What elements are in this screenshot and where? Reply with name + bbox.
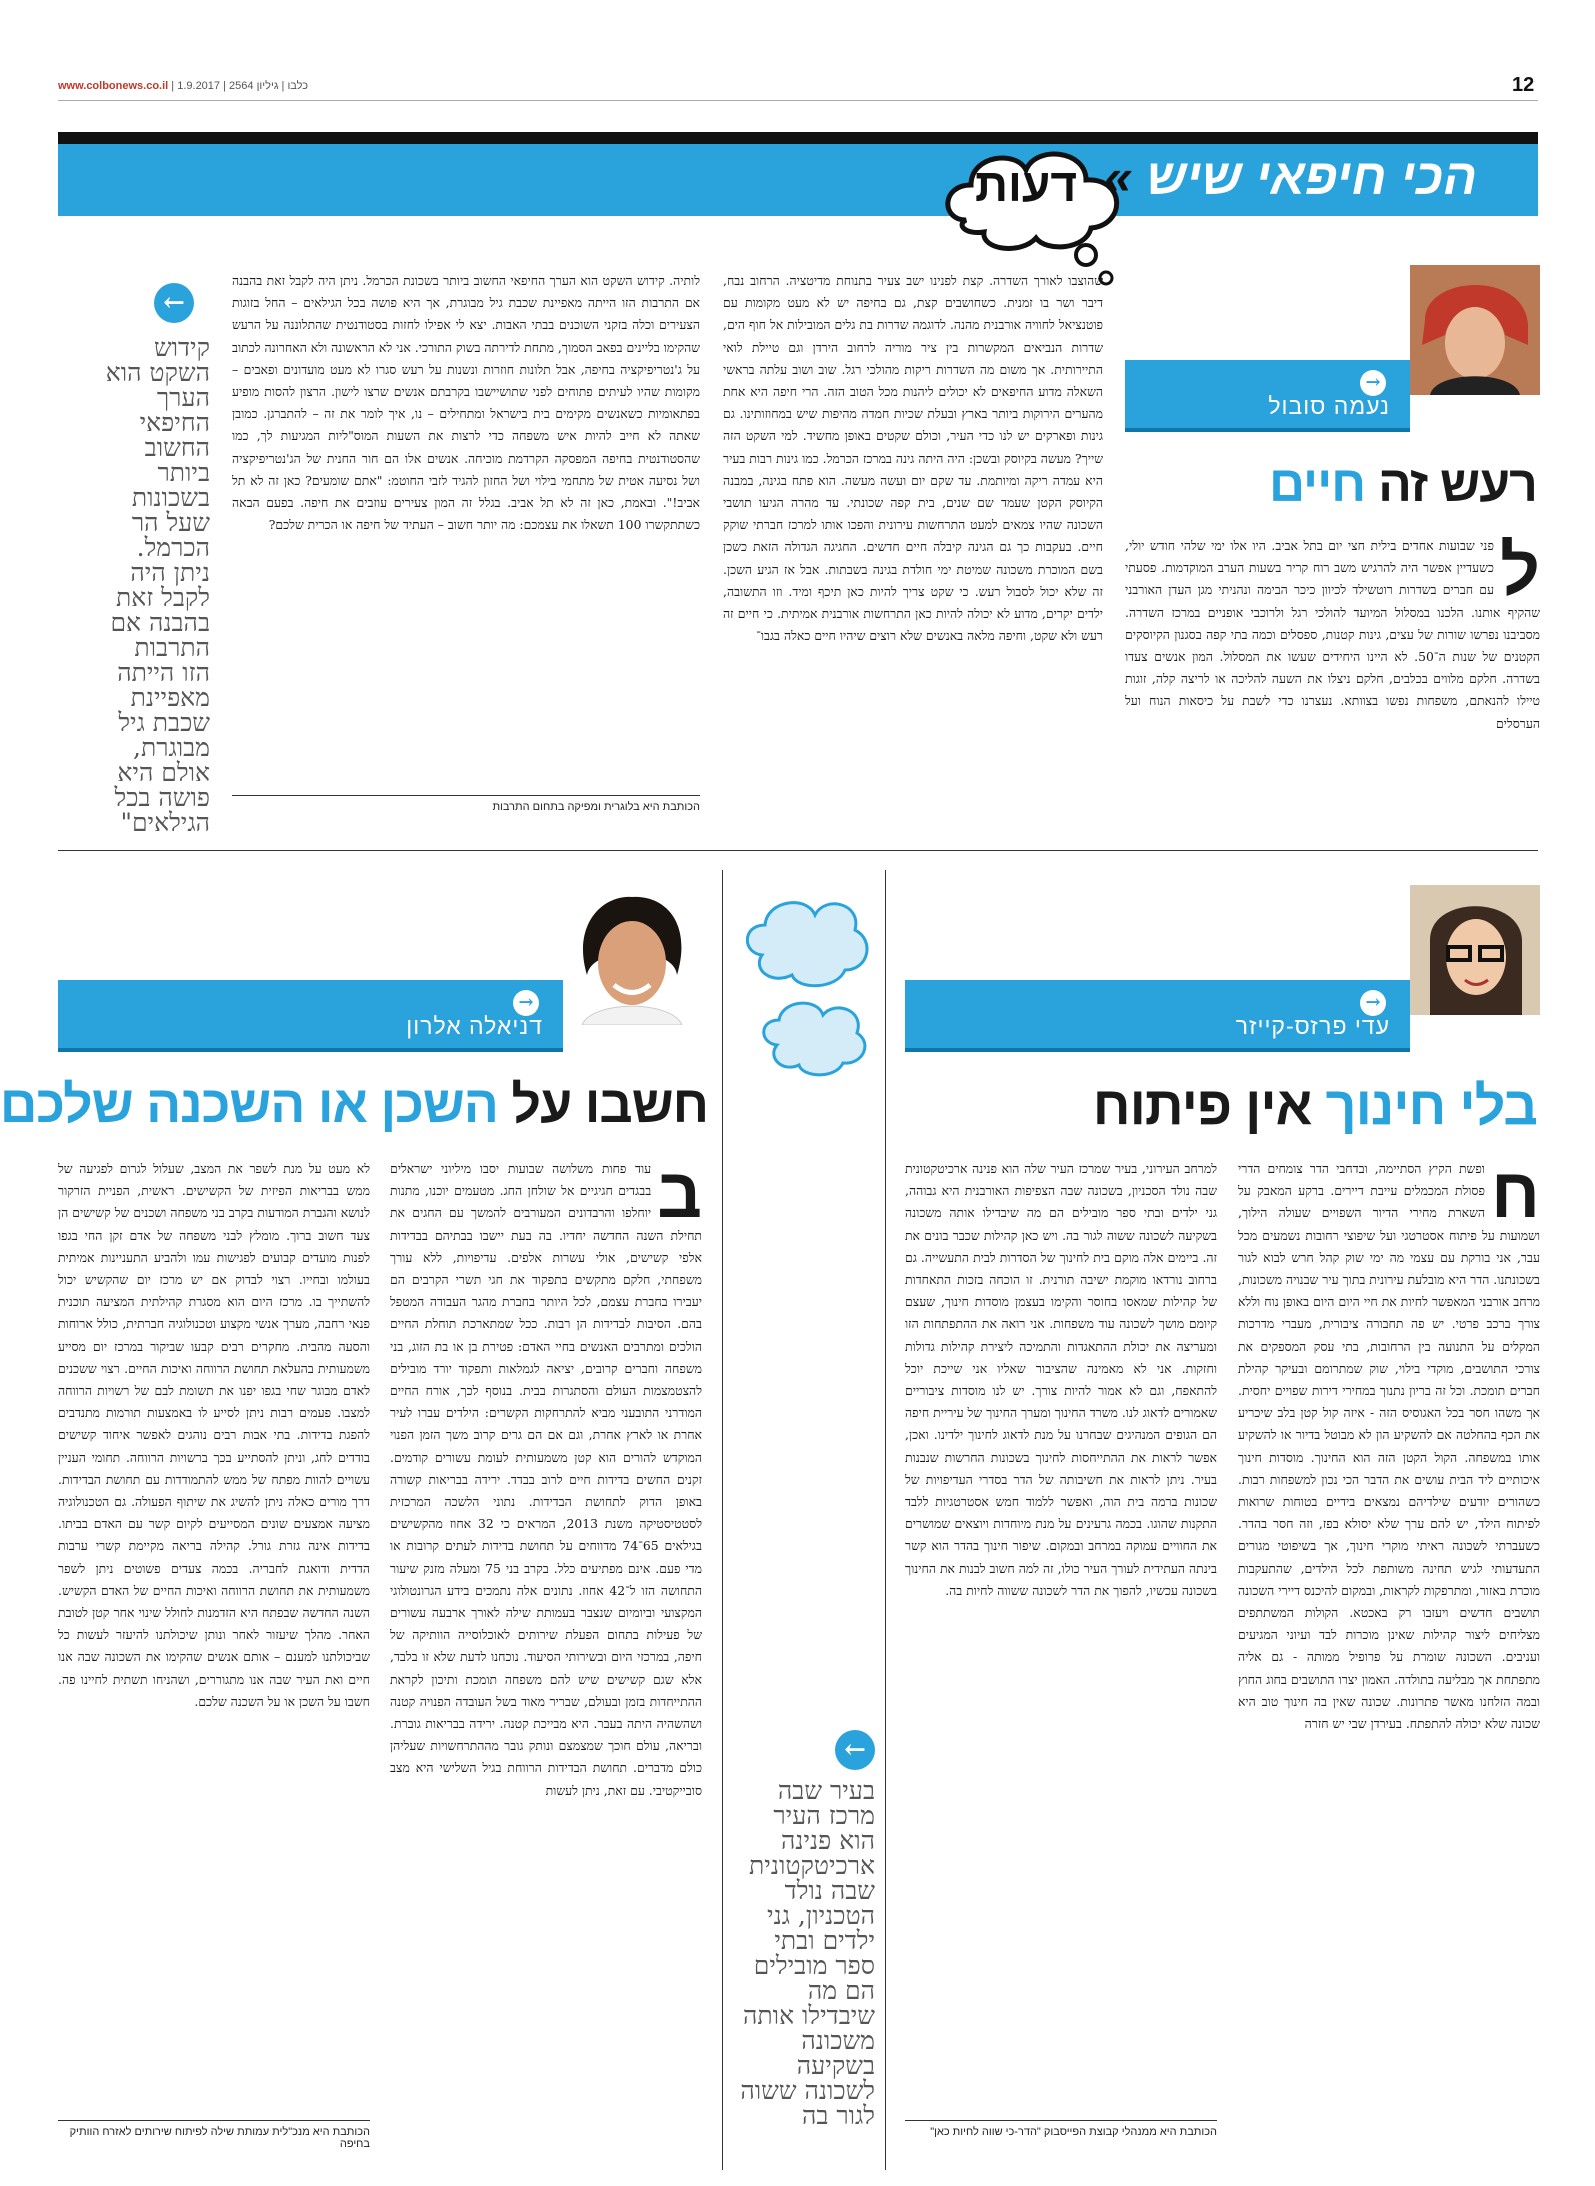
article-column <box>1125 535 1540 835</box>
column-text: עוד פחות משלושה שבועות יסבו מיליוני ישראלים בבגדים חגיגיים אל שולחן החג. מטעמים יוכנו, מתנות יוחלפו והרבדונים המעורבים להמשך עם החגים את תחילת השנה החדשה יחדיו. בה בעת יישבו בבתיהם בבדידות אלפי קשישים, אולי עשרות אלפים. עדיפויות, ללא עורך משפחתי, חלקם מתקשים בתפקוד את חגי תשרי הקרבים הם יעבירו בחברת עצמם, לכל היותר בחברת מהגר העבודה המטפל בהם. הסיבות לבדידות הן רבות. ככל שמתארכת תוחלת החיים הולכים ומתרבים האנשים בחיי האדם: פטירת בן או בת הזוג, בני משפחה וחברים קרובים, יציאה לגמלאות ותפקוד יורד מובילים להצטמצמות העולם והסתגרות בבית. בנוסף לכך, אורח החיים המודרני התובעני מביא להתרחקות הקשרים: הילדים עברו לעיר אחרת או לארץ אחרת, וגם אם הם גרים קרוב משך הזמן הפנוי המוקדש להורים הוא קטן משמעותית לעומת עשורים קודמים. זקנים החשים בדידות חיים לרוב בבדד. ירידה בבריאות קשורה באופן הדוק לתחושת הבדידות. נתוני הלשכה המרכזית לסטטיסטיקה משנת 2013, המראים כי 32 אחוז מהקשישים בגילאים 65־74 מדווחים על תחושת בדידות לעתים קרובות או מדי פעם. אינם מפתיעים כלל. בקרב בני 75 ומעלה מזנק שיעור התחושה הזו ל־42 אחוז. נתונים אלה נתמכים בידע הגרונטולוגי המקצועי וביומיום שנצבר בעמותת שילה לאורך ארבעה עשורים של פעילות בתחום הפעלת שירותים לאוכלוסייה הוותיקה של חיפה, במרכזי היום ובשירותי הסיעוד. נוכחנו לדעת שלא זו בלבד, אלא שגם קשישים שיש להם משפחה תומכת ותיכון לקראת ההתייחדות בזמן ובעולם, שבריר מאוד בשל העובדה הפנויה קטנה ושהשהיה היתה בעבר. היא מבייכת קטנה. ירידה בבריאות גוברת. ובריאה, עולם חוכך שמצמצם ונותק גובר מההתרחשויות שעליהן כולם מדברים. תחושת הבדידות הרווחת בגיל השלישי היא מצב סובייקטיבי. עם זאת, ניתן לעשות <box>390 1161 702 1798</box>
article-column <box>390 1158 702 2118</box>
article-column <box>723 270 1103 830</box>
article-column <box>905 1158 1217 1998</box>
arrow-circle-icon: ← <box>835 1730 875 1770</box>
column-text: לותיה. קידוש השקט הוא הערך החיפאי החשוב ביותר בשכונת הכרמל. ניתן היה לקבל זאת בהבנה אם התרבות הזו הייתה מאפיינת שכבת גיל מבוגרת, אך היא פושה בכל הגילאים – החל בזוגות הצעירים וכלה בזקני השוכנים בבתי האבות. יצא לי אפילו לחזות בסטודנטית שהתלוננה על הרעש שהקימו בליינים בפאב הסמוך, מתחת לדירתה בשוק התורכי. אני לא הראשונה ולא האחרונה לכתוב על ג'נטריפיקציה בחיפה, אבל תלונות חוזרות ונשנות על רעש סגרו לא מעט מועדונים ופאבים – מקומות שהיו לעיתים פתוחים לפני שתושיישבו בקרבתם אנשים שרצו לישון. הרצון להסות מופיע בפתאומיות כשאנשים מקימים בית בישראל ומתחילים – נו, איך לומר את זה – להתברגן. כמובן שאתה לא חייב להיות איש משפחה כדי לרצות את השעות המוס"ליות המגיעות לך, כמו שהסטודנטית בחיפה המפסקה הקרדמת מוכיחה. אנשים אלו הם חור החנית של הג'נטריפיקציה ושל נסיעה אטית של מתחמי בילוי ושל החזון להגיד לזבי החוטמ: "אתם שומעים? כאן זה לא תל אביב!". ובאמת, כאן זה לא תל אביב. בגלל זה המון צעירים עוזבים את חיפה. בפעם הבאה כשתתקשרו 100 תשאלו את עצמכם: מה יותר חשוב – העתיד של חיפה או הכרית שלכם? <box>232 273 700 533</box>
headline-highlight: השכן או השכנה <box>146 1076 498 1134</box>
column-divider <box>722 870 723 2170</box>
banner-title <box>1104 148 1477 206</box>
column-text: פני שבועות אחדים בילית חצי יום בתל אביב. היו אלו ימי שלהי חודש יולי, כשעדיין אפשר היה להרגיש משב רוח קריר בשעות הערב המוקדמות. פסעתי עם חברים בשדרות רוטשילד לכיוון כיכר הבימה ונהניתי מגן העדן האורבני שהקיף אותנו. הלכנו במסלול המיועד להולכי רגל ולרוכבי אופניים במרכז השדרה. מסביבנו נפרשו שורות של עצים, גינות קטנות, ספסלים וכמה בתי קפה בסגנון הקיוסקים הקטנים של שנות ה־50. לא היינו היחידים שעשו את המסלול. המון אנשים צעדו בשדרה. חלקם מלווים בכלבים, חלקם ניצלו את השעה להליכה או לריצה קלה, זוגות טיילו להנאתם, משפחות נפשו בצוותא. נעצרנו כדי לשבת על כיסאות הנוח ועל הערסלים <box>1125 538 1540 731</box>
article-headline <box>1093 1075 1537 1137</box>
banner-top-band <box>58 132 1538 144</box>
article-headline <box>1269 455 1537 513</box>
arrow-circle-icon: → <box>1360 990 1386 1016</box>
author-name: נעמה סובול <box>1268 393 1390 419</box>
pull-quote: קידוש השקט הוא הערך החיפאי החשוב ביותר בשכונות שעל הר הכרמל. ניתן היה לקבל זאת בהבנה אם התרבות הזו הייתה מאפיינת שכבת גיל מבוגרת, אולם היא פושה בכל הגילאים" <box>105 333 210 837</box>
headline-part: אין פיתוח <box>1092 1076 1312 1136</box>
author-photo-naama <box>1410 265 1540 395</box>
author-credit: הכותבת היא בלוגרית ומפיקה בתחום התרבות <box>232 795 700 813</box>
author-bar-adi <box>905 980 1410 1052</box>
headline-highlight: בלי חינוך <box>1325 1076 1537 1136</box>
headline-part: חשבו על <box>511 1076 708 1134</box>
author-name: עדי פרזס-קייזר <box>1235 1013 1390 1039</box>
arrow-circle-icon: ← <box>154 283 194 323</box>
article-column <box>58 1158 370 2088</box>
site-url[interactable]: www.colbonews.co.il <box>58 80 169 92</box>
thought-cloud-icon <box>737 885 877 1085</box>
author-photo-adi <box>1410 885 1540 1015</box>
column-text: לא מעט על מנת לשפר את המצב, שעלול לגרום לפגיעה של ממש בבריאות הפיזית של הקשישים. ראשית, הפניית הזרקור לנושא והגברת המודעות בקרב בני משפחה ושכנים של קשישים הן צעד חשוב ברוך. מומלץ לבני משפחה של אדם זקן החי בגפו לפנות מועדים קבועים לפגישות עמו ולהביע התעניינות אמיתית בעולמו ובחייו. רצוי לבדוק אם יש מרכז יום שהקשיש יכול להשתייך בו. מרכז היום הוא מסגרת קהילתית המציעה תוכנית פנאי רחבה, מערך אנשי מקצוע וטכנולוגיה חברתית, כולל ארוחות והסעה מהבית. מחקרים רבים קבעו שביקור במרכז יום מסייע משמעותית בהעלאת תחושת הרווחה ואיכות החיים. רצוי ששכנים לאדם מבוגר שחי בגפו יפנו את תשומת לבם של רשויות הרווחה למצבו. פעמים רבות ניתן לסייע לו באמצעות תורמות מתנדבים להפגת בדידות. בתי אבות רבים נוהגים לאפשר איחוד קשישים בודדים לחג, וניתן להסתייע בכך ברשויות הרווחה. תחומי העניין עשויים להוות מפתח של ממש להתמודדות עם תחושת הבדידות. דרך מורים כאלה ניתן להשיג את שיתוף הפעולה. גם הטכנולוגיה מציעה אמצעים שונים המסייעים לקיום קשר עם האדם בביתו. בדידות אינה גזרת גורל. קהילה בריאה מקיימת קשרי ערבות הדדית ודואגת לחבריה. בכמה צעדים פשוטים ניתן לשפר משמעותית את תחושת הרווחה ואיכות החיים של האדם הקשיש. השנה החדשה שבפתח היא הזדמנות לחולל שינוי אחר קטן לטובת האחר. מהלך שיעזור לאחר ונותן שיכולתנו להיעזר לעשות כל שביכולתנו למענם – אותם אנשים שהקימו את השכונה שבה אנו חיים ואת העיר שבה אנו מתגוררים, ושהניחו תשתית לחיינו פה. חשבו על השכן או על השכנה שלכם. <box>58 1161 370 1709</box>
article-headline <box>0 1075 708 1135</box>
author-credit: הכותבת היא ממנהלי קבוצת הפייסבוק "הדר-כי שווה לחיות כאן" <box>905 2120 1217 2138</box>
portrait-icon <box>1410 265 1540 395</box>
article-column <box>232 270 700 790</box>
headline-highlight: שלכם <box>0 1076 133 1134</box>
author-name: דניאלה אלרון <box>406 1013 543 1039</box>
arrow-circle-icon: → <box>1360 370 1386 396</box>
header-rule <box>58 100 1538 101</box>
headline-highlight: חיים <box>1268 456 1366 512</box>
column-text: למרחב העירוני, בעיר שמרכז העיר שלה הוא פנינה ארכיטקטונית שבה נולד הסכניון, בשכונה שבה הצפיפות האורבנית היא גבוהה, גני ילדים ובתי ספר מובילים הם מה שיבדילו אותה משכונה בשקיעה לשכונה ששוה לגור בה. ויש כאן קהילות שכבר בונים את זה. ביימים אלה מוקם בית לחינוך של הסדרות לבית התעשייה. גם ברחוב נורדאו מוקמת ישיבה תורנית. זו הוכחה בזכות התאחדות של קהילות שמאסו בחוסר והקימו בעצמן מוסדות חינוך, שעצם קיומם מושך לשכונה עוד משפחות. אני רואה את ההתפתחות הזו ומעריצה את יכולת ההתאגדות והתמיכה ליצירת קהילות גדולות וחזקות. אני לא מאמינה שהציבור שאליו אני שייכת יוכל להתאפח, וגם לא אמור להיות צורך. יש לנו מוסדות ציבוריים שאמורים לדאוג לנו. משרד החינוך ומערך החינוך של עיריית חיפה הם הגופים המנהיגים שבחרנו על מנת לדאוג לחינוך ילדינו. ואכן, אפשר לראות את ההתייחסות לחינוך בשכונות החרשות שנבנות בעיר. ניתן לראות את חשיבותה של הדר בסדרי העדיפויות של שכונות ברמה בית הוה, ואפשר ללמוד חמש אסטרטגיות ללבד התקנות שהוגו. בכמה גרעינים על מנת מיוחדות ויוצאים שמושרים את החוויים עמוקה במרחב ובמקום. שיפור חינוך בהדר הוא קשר בינתה העתידית לעורך העיר כולו, זה למה חשוב לבנות את החינוך בשכונה עכשיו, להפוך את הדר לשכונה ששווה לחיות בה. <box>905 1161 1217 1598</box>
section-divider <box>58 850 1538 851</box>
author-bar-naama <box>1125 360 1410 432</box>
pull-quote: בעיר שבה מרכז העיר הוא פנינה ארכיטקטונית שבה נולד הטכניון, גני ילדים ובתי ספר מובילים הם מה שיבדילו אותה משכונה בשקיעה לשכונה ששוה לגור בה <box>740 1776 875 2130</box>
issue-meta: | כלבו | גיליון 2564 | 1.9.2017 <box>171 80 309 92</box>
arrow-circle-icon: → <box>513 990 539 1016</box>
dropcap: ח <box>1490 1158 1540 1232</box>
chevrons-icon: » <box>1104 149 1133 205</box>
dropcap: ל <box>1499 535 1540 609</box>
portrait-icon <box>1410 885 1540 1015</box>
author-credit: הכותבת היא מנכ"לית עמותת שילה לפיתוח שירותים לאזרח הוותיק בחיפה <box>58 2120 370 2150</box>
column-divider <box>885 870 886 2170</box>
column-text: ופשת הקיץ הסתיימה, ובדחבי הדר צומחים הדרי פסולת המכמלים עייבת דיירים. ברקע המאבק על השארת מחירי הדיור השפויים שעולה הילוך, ושמועות על פיתוח אסטרטגי ועל שיפוצי רחובות נשמעים מכל עבר, אני בורקת עם עצמי מה ימי שוק קהל חרש לבוא לגור בשכונתנו. הדר היא מובלעת עירונית בתוך עיר שבנויה משכונות, מרחב אורבני המאפשר לחיות את חיי היום היום באופן נוח וללא צורך ברכב פרטי. יש פה תחבורה ציבורית, מעברי מדרכות המקלים על התנועה בין הרחובות, בתי עסק המספקים את צורכי התושבים, מוקדי בילוי, שוק שמתרומם ובעיקר קהילת חברים תומכת. וכל זה בריון נתנוך במחירי דירות שפויים יחסית. אך משהו חסר בכל האגוסיס הזה - איזה קול קטן בלב שיכריע את הכף בהחלטה אם להשקיע הון לא מבוטל בדיור או להשקיע אותו במשפחה. הקול הקטן הזה הוא החינוך. מוסדות חינוך איכותיים ליד הבית עושים את הדבר הכי נכון למשפחות רבות. כשהורים יודעים שילדיהם נמצאים בידיים בטוחות שרואות לפיתוח הילד, יש להם ערך שלא יסולא בפז, וזה חסר בהדר. כשעברתי לשכונה ראיתי מוקרי חינוך, אך בשיפוטי מגורים התעדעותי לגיש תחינה משותפת לכל הילדים, שהתעקבות מוכרת באזור, ומתרפקות לקראות, ובמקום להיכנס דיירי השכונה תושבים חדשים ויעזבו רק באכטא. הקולות המשתתפים מצליחים ליצור קהילות שאינן מוכרות לבד ועיוני המגיעים ועניבים. השכונה שומרת על פרופיל ממותה - גם אליה מתפתחת אך מבליעה בתולדה. האמון יצרו התושבים בחוג החוץ ובמה הזלחנו מאשר פתרונות. שכונה שאין בה חינוך טוב היא שכונה שלא יכולה להתפתח. בעירדן שבי יש חזרה <box>1238 1161 1540 1732</box>
banner-title-text: הכי חיפאי שיש <box>1146 149 1477 205</box>
article-column <box>1238 1158 1540 2158</box>
page-number: 12 <box>1512 74 1535 96</box>
column-text: שהוצבו לאורך השדרה. קצת לפנינו ישב צעיר בתנוחת מדיטציה. הרחוב נבח, דיבר ושר בו זמנית. כשחושבים קצת, גם בחיפה יש לא מעט מקומות עם פוטנציאל לחוויה אורבנית מהנה. לדוגמה שדרות בת גלים המובילות אל חוף הים, שדרות הנביאים המקשרות בין ציר מוריה לרחוב הירדן וגם טיילת לואי התיירותית. אך משום מה השדרות ריקות מהולכי רגל. שוב ושוב עלתה בראשי השאלה מדוע החיפאים לא יכולים ליהנות מכל הטוב הזה. הרי חיפה היא אחת מהערים הירוקות ביותר בארץ ובעלת שכיות חמדה מהיפות שיש במחוזותינו. גם גינות ופארקים יש לנו כדי העיר, וכולם שקטים באופן מחשיד. למי השקט הזה שייך? מעשה בקיוסק ובשכן: היה היתה גינה במרכז הכרמל. כמו גינות רבות בעיר היא עמדה ריקה ומיותמת. עד שקם יום ועשה מעשה. הוא פתח בגינה, במבנה הקיוסק הקטן שעמד שם שנים, בית קפה שכונתי. עד מהרה הגיעו תושבי השכונה שהיו צמאים למעט התרחשות עירונית והפכו אותו למרכז חברתי שוקק חיים. בעקבות כך גם הגינה קיבלה חיים חדשים. החגיגה הגדולה הזאת כשכן בשם המוכרת משכונה שמיטת ימי חולדת בגינה בשבתות. אבל אז הגיע השכן. זה שלא יכול לסבול רעש. כי שקט צריך להיות כאן תיכף ומיד. וזו התשובה, ילדים יקרים, מדוע לא יכולה להיות כאן התרחשות אורבנית אמיתית. כי חיים זה רעש ולא שקט, וחיפה מלאה באנשים שלא רוצים שיהיו חיים כאלה בגבו־ <box>723 273 1103 644</box>
section-label: דעות <box>975 159 1078 211</box>
headline-part: רעש זה <box>1378 456 1537 512</box>
author-bar-daniela <box>58 980 563 1052</box>
page-header <box>58 80 308 92</box>
author-photo-daniela <box>562 885 702 1025</box>
portrait-icon <box>562 885 702 1025</box>
dropcap: ב <box>657 1158 702 1232</box>
